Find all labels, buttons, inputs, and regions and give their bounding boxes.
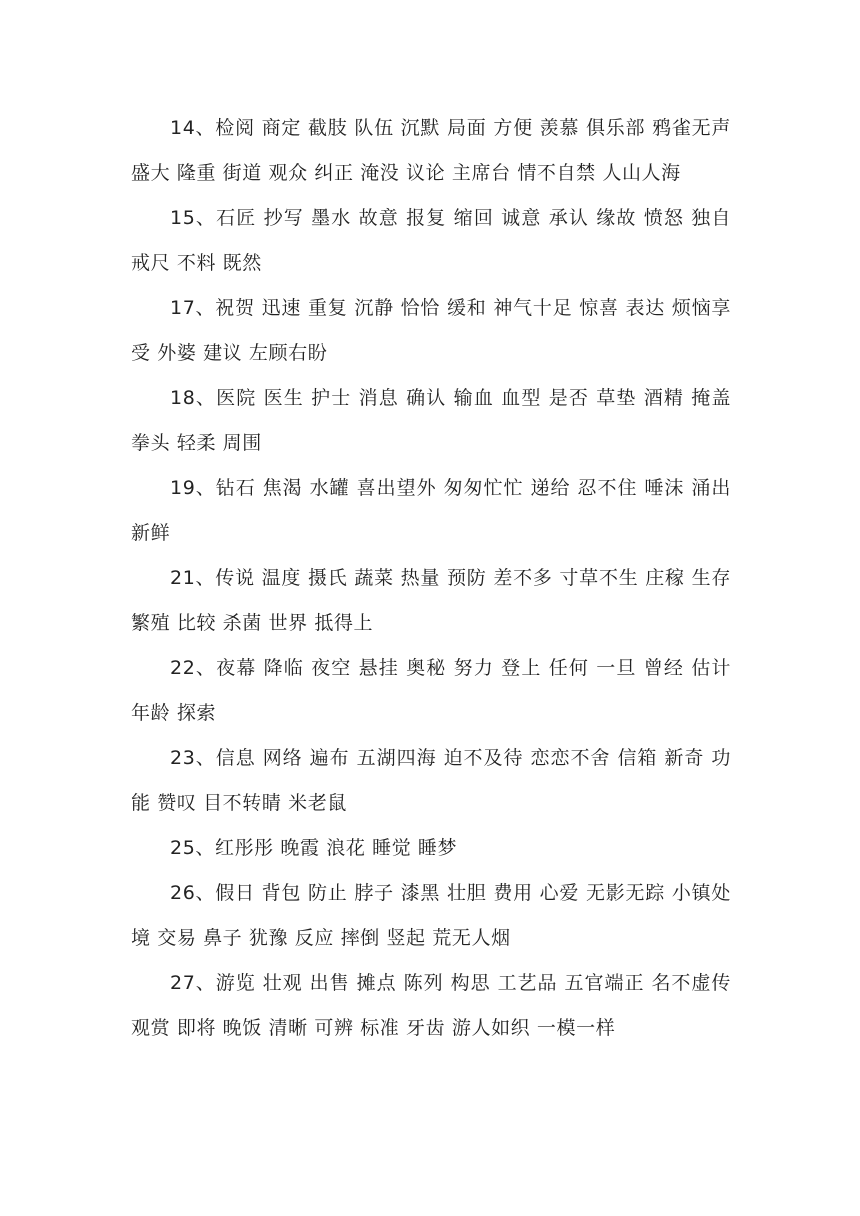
vocab-paragraph-19: 19、钻石 焦渴 水罐 喜出望外 匆匆忙忙 递给 忍不住 唾沫 涌出新鲜 bbox=[131, 477, 731, 544]
vocab-paragraph-21: 21、传说 温度 摄氏 蔬菜 热量 预防 差不多 寸草不生 庄稼 生存 繁殖 比较 杀菌 世界 抵得上 bbox=[131, 567, 731, 634]
vocab-paragraph-15: 15、石匠 抄写 墨水 故意 报复 缩回 诚意 承认 缘故 愤怒 独自戒尺 不料 既然 bbox=[131, 207, 731, 274]
vocab-paragraph-18: 18、医院 医生 护士 消息 确认 输血 血型 是否 草垫 酒精 掩盖拳头 轻柔 周围 bbox=[131, 387, 731, 454]
vocab-paragraph-23: 23、信息 网络 遍布 五湖四海 迫不及待 恋恋不舍 信箱 新奇 功能 赞叹 目不转睛 米老鼠 bbox=[131, 747, 731, 814]
vocab-paragraph-25: 25、红彤彤 晚霞 浪花 睡觉 睡梦 bbox=[170, 837, 458, 859]
vocab-paragraph-17: 17、祝贺 迅速 重复 沉静 恰恰 缓和 神气十足 惊喜 表达 烦恼享受 外婆 建议 左顾右盼 bbox=[131, 297, 731, 364]
document-body bbox=[131, 106, 731, 1051]
vocab-paragraph-14: 14、检阅 商定 截肢 队伍 沉默 局面 方便 羡慕 俱乐部 鸦雀无声 盛大 隆重 街道 观众 纠正 淹没 议论 主席台 情不自禁 人山人海 bbox=[131, 117, 731, 184]
vocab-paragraph-22: 22、夜幕 降临 夜空 悬挂 奥秘 努力 登上 任何 一旦 曾经 估计年龄 探索 bbox=[131, 657, 731, 724]
vocab-paragraph-27: 27、游览 壮观 出售 摊点 陈列 构思 工艺品 五官端正 名不虚传观赏 即将 晚饭 清晰 可辨 标准 牙齿 游人如织 一模一样 bbox=[131, 972, 731, 1039]
vocab-paragraph-26: 26、假日 背包 防止 脖子 漆黑 壮胆 费用 心爱 无影无踪 小镇处境 交易 鼻子 犹豫 反应 摔倒 竖起 荒无人烟 bbox=[131, 882, 731, 949]
